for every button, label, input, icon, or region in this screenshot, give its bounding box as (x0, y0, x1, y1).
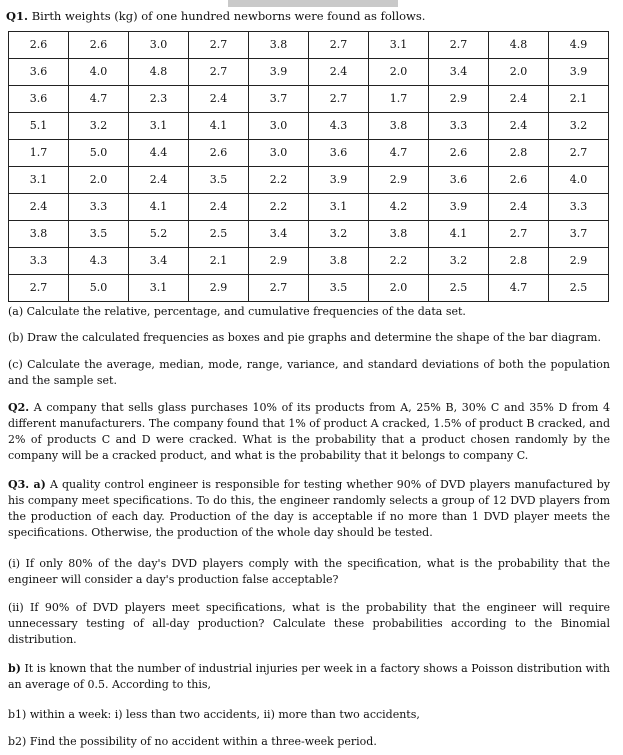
table-cell: 3.1 (129, 275, 189, 302)
table-cell: 3.5 (309, 275, 369, 302)
table-cell: 4.3 (69, 248, 129, 275)
table-cell: 2.5 (549, 275, 609, 302)
table-cell: 3.4 (429, 59, 489, 86)
table-cell: 3.3 (9, 248, 69, 275)
table-row (9, 32, 609, 59)
q3a-paragraph (8, 477, 610, 541)
table-cell: 4.1 (129, 194, 189, 221)
table-cell: 3.9 (549, 59, 609, 86)
q3-number: Q3. a) (8, 478, 46, 491)
table-cell: 2.0 (489, 59, 549, 86)
table-cell: 2.4 (489, 194, 549, 221)
table-cell: 3.5 (69, 221, 129, 248)
table-cell: 3.0 (249, 140, 309, 167)
q3-b2: b2) Find the possibility of no accident within a three-week period. (8, 735, 377, 748)
table-cell: 3.9 (309, 167, 369, 194)
table-cell: 2.7 (549, 140, 609, 167)
q1-part-a: (a) Calculate the relative, percentage, and cumulative frequencies of the data set. (8, 305, 466, 318)
table-cell: 2.5 (429, 275, 489, 302)
table-cell: 3.1 (309, 194, 369, 221)
table-cell: 3.7 (549, 221, 609, 248)
table-cell: 2.4 (9, 194, 69, 221)
table-cell: 2.2 (249, 167, 309, 194)
table-cell: 2.4 (189, 194, 249, 221)
table-cell: 2.7 (309, 86, 369, 113)
table-cell: 2.7 (309, 32, 369, 59)
table-cell: 3.3 (429, 113, 489, 140)
table-cell: 2.4 (129, 167, 189, 194)
table-cell: 2.9 (249, 248, 309, 275)
table-cell: 2.8 (489, 140, 549, 167)
table-cell: 2.6 (489, 167, 549, 194)
table-cell: 4.2 (369, 194, 429, 221)
q3b-label: b) (8, 662, 21, 675)
table-cell: 4.7 (489, 275, 549, 302)
table-cell: 3.3 (549, 194, 609, 221)
table-cell: 3.2 (309, 221, 369, 248)
table-cell: 3.1 (9, 167, 69, 194)
table-cell: 3.1 (129, 113, 189, 140)
table-cell: 2.2 (249, 194, 309, 221)
table-cell: 2.6 (189, 140, 249, 167)
table-cell: 2.3 (129, 86, 189, 113)
table-cell: 4.3 (309, 113, 369, 140)
table-cell: 2.6 (9, 32, 69, 59)
table-cell: 2.9 (549, 248, 609, 275)
table-row (9, 167, 609, 194)
table-cell: 4.0 (549, 167, 609, 194)
table-cell: 4.1 (429, 221, 489, 248)
table-cell: 2.7 (189, 32, 249, 59)
table-cell: 2.4 (489, 86, 549, 113)
table-row (9, 113, 609, 140)
q2-number: Q2. (8, 401, 30, 414)
table-cell: 4.7 (369, 140, 429, 167)
table-cell: 3.8 (249, 32, 309, 59)
table-cell: 2.0 (369, 275, 429, 302)
table-cell: 4.4 (129, 140, 189, 167)
q2-paragraph (8, 400, 610, 464)
q3-part-ii: (ii) If 90% of DVD players meet specifications, what is the probability that the engineer will require unnecessary testing of all-day production? Calculate these probabilities according to the Binomial distribution. (8, 601, 610, 646)
table-cell: 2.9 (369, 167, 429, 194)
table-row (9, 140, 609, 167)
table-cell: 2.4 (189, 86, 249, 113)
table-cell: 3.9 (429, 194, 489, 221)
table-row (9, 221, 609, 248)
table-cell: 3.8 (309, 248, 369, 275)
top-scroll-bar (228, 0, 398, 7)
table-cell: 3.6 (429, 167, 489, 194)
q3-part-i: (i) If only 80% of the day's DVD players comply with the specification, what is the probability that the engineer will consider a day's production false acceptable? (8, 557, 610, 586)
q2-text: A company that sells glass purchases 10% of its products from A, 25% B, 30% C and 35% D from 4 different manufacturers. The company found that 1% of product A cracked, 1.5% of product B cracked, and 2% of products C and D were cracked. What is the probability that a product chosen randomly by the company will be a cracked product, and what is the probability that it belongs to company C. (8, 401, 610, 462)
table-cell: 3.8 (369, 113, 429, 140)
table-cell: 2.1 (189, 248, 249, 275)
table-cell: 2.4 (309, 59, 369, 86)
table-cell: 3.2 (549, 113, 609, 140)
q1-part-c: (c) Calculate the average, median, mode, range, variance, and standard deviations of both the population and the sample set. (8, 358, 610, 387)
q3b-text: It is known that the number of industrial injuries per week in a factory shows a Poisson distribution with an average of 0.5. According to this, (8, 662, 610, 691)
table-cell: 2.8 (489, 248, 549, 275)
table-cell: 2.6 (69, 32, 129, 59)
table-cell: 3.4 (249, 221, 309, 248)
table-cell: 3.4 (129, 248, 189, 275)
table-cell: 4.1 (189, 113, 249, 140)
table-row (9, 248, 609, 275)
q3b-paragraph (8, 661, 610, 693)
table-cell: 2.0 (69, 167, 129, 194)
table-cell: 3.3 (69, 194, 129, 221)
q3-b1: b1) within a week: i) less than two accidents, ii) more than two accidents, (8, 708, 420, 721)
table-cell: 2.7 (9, 275, 69, 302)
table-cell: 5.1 (9, 113, 69, 140)
table-cell: 2.9 (189, 275, 249, 302)
q1-intro: Birth weights (kg) of one hundred newborns were found as follows. (31, 9, 426, 23)
table-cell: 5.0 (69, 275, 129, 302)
table-cell: 3.8 (9, 221, 69, 248)
table-cell: 4.9 (549, 32, 609, 59)
table-cell: 2.5 (189, 221, 249, 248)
table-cell: 3.6 (309, 140, 369, 167)
table-cell: 3.6 (9, 86, 69, 113)
table-row (9, 86, 609, 113)
table-cell: 4.7 (69, 86, 129, 113)
table-cell: 3.0 (129, 32, 189, 59)
table-cell: 5.0 (69, 140, 129, 167)
table-cell: 2.7 (189, 59, 249, 86)
table-cell: 2.4 (489, 113, 549, 140)
q3-text: A quality control engineer is responsible for testing whether 90% of DVD players manufactured by his company meet specifications. To do this, the engineer randomly selects a group of 12 DVD players from the production of each day. Production of the day is acceptable if no more than 1 DVD player meets the specifications. Otherwise, the production of the whole day should be tested. (8, 478, 610, 539)
table-cell: 4.8 (129, 59, 189, 86)
table-cell: 2.7 (249, 275, 309, 302)
table-cell: 3.2 (429, 248, 489, 275)
table-cell: 2.2 (369, 248, 429, 275)
table-cell: 1.7 (9, 140, 69, 167)
table-cell: 3.8 (369, 221, 429, 248)
table-cell: 3.6 (9, 59, 69, 86)
table-cell: 2.0 (369, 59, 429, 86)
table-cell: 3.2 (69, 113, 129, 140)
table-cell: 4.0 (69, 59, 129, 86)
q1-part-b: (b) Draw the calculated frequencies as boxes and pie graphs and determine the shape of the bar diagram. (8, 331, 601, 344)
q1-heading (6, 9, 425, 23)
birth-weights-table (8, 31, 609, 302)
table-cell: 3.5 (189, 167, 249, 194)
table-cell: 2.7 (489, 221, 549, 248)
table-cell: 2.1 (549, 86, 609, 113)
table-row (9, 59, 609, 86)
table-cell: 3.0 (249, 113, 309, 140)
table-cell: 3.9 (249, 59, 309, 86)
table-cell: 2.7 (429, 32, 489, 59)
q1-number: Q1. (6, 9, 29, 23)
table-row (9, 194, 609, 221)
table-cell: 2.9 (429, 86, 489, 113)
table-cell: 2.6 (429, 140, 489, 167)
table-cell: 5.2 (129, 221, 189, 248)
table-cell: 3.1 (369, 32, 429, 59)
table-cell: 1.7 (369, 86, 429, 113)
table-cell: 3.7 (249, 86, 309, 113)
table-cell: 4.8 (489, 32, 549, 59)
table-row (9, 275, 609, 302)
